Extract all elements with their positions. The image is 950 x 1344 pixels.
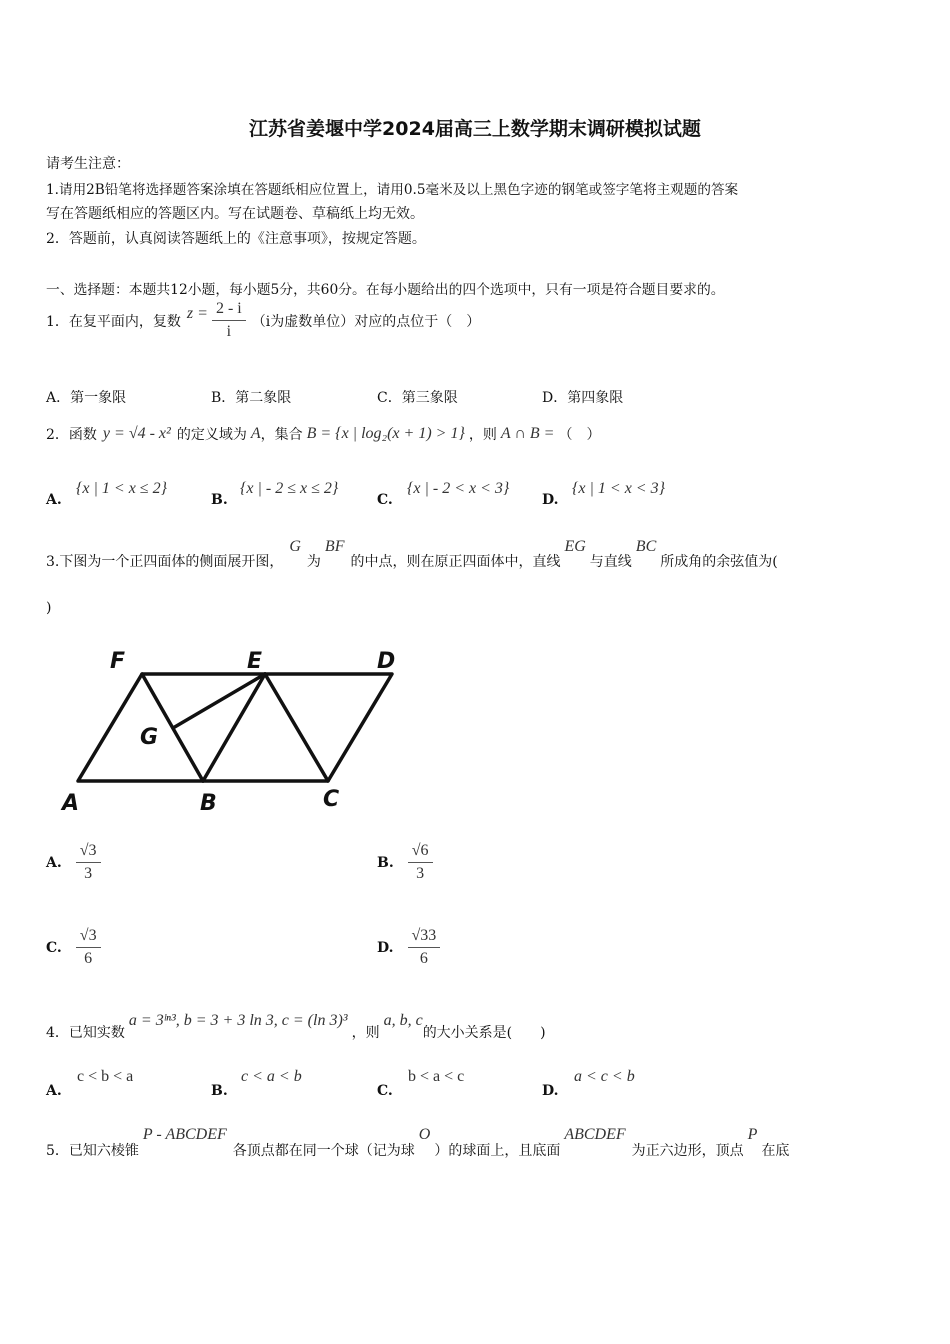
- q3-mid-3: 与直线: [589, 554, 632, 570]
- q2-option-d-value: {x | 1 < x < 3}: [572, 480, 665, 497]
- question-3: [46, 538, 778, 571]
- q3-option-b: [377, 842, 433, 883]
- q3-prefix: 3.下图为一个正四面体的侧面展开图，: [46, 554, 284, 570]
- q2-option-b-label: B.: [211, 492, 228, 508]
- q3-option-c-label: C.: [46, 939, 62, 956]
- q4-option-a-label: A.: [46, 1083, 62, 1099]
- q3-option-d: [377, 927, 440, 968]
- q2-option-c-value: {x | - 2 < x < 3}: [407, 480, 510, 497]
- label-e: E: [247, 649, 263, 674]
- q3-option-d-num: √33: [408, 927, 441, 948]
- q3-option-b-label: B.: [377, 854, 394, 871]
- q4-option-b-value: c < a < b: [241, 1068, 302, 1085]
- q2-set-b: B = {x | log₂(x + 1) > 1}: [306, 425, 465, 442]
- notice-line-3: 2．答题前，认真阅读答题纸上的《注意事项》，按规定答题。: [46, 231, 426, 247]
- q1-denominator: i: [226, 323, 232, 340]
- q4-suffix: 的大小关系是( ): [422, 1025, 546, 1041]
- q2-prefix: 2．函数: [46, 427, 97, 443]
- net-lines: [78, 674, 392, 781]
- q2-mid-3: ，则: [468, 427, 497, 443]
- q4-option-d-label: D.: [542, 1083, 559, 1099]
- q4-option-a-value: c < b < a: [77, 1068, 134, 1085]
- label-a: A: [62, 791, 80, 816]
- q3-mid-1: 为: [306, 554, 321, 570]
- q3-option-a-den: 3: [84, 865, 93, 882]
- label-c: C: [323, 787, 340, 812]
- q5-pyramid: P - ABCDEF: [142, 1126, 227, 1143]
- q3-option-c-fraction: [76, 927, 101, 968]
- q5-suffix: 在底: [761, 1143, 790, 1159]
- q3-mid-4: 所成角的余弦值为(: [660, 554, 778, 570]
- q4-option-c-value: b < a < c: [408, 1068, 465, 1085]
- q2-mid-2: ，集合: [260, 427, 303, 443]
- q1-numerator: 2 - i: [212, 300, 246, 321]
- section-heading: 一、选择题：本题共12小题，每小题5分，共60分。在每小题给出的四个选项中，只有一项是符合题目要求的。: [46, 282, 725, 298]
- q4-expression: a = 3ˡⁿ³, b = 3 + 3 ln 3, c = (ln 3)³: [128, 1012, 348, 1029]
- q3-option-d-label: D.: [377, 939, 394, 956]
- q2-intersection: A ∩ B =: [500, 425, 555, 442]
- q5-mid-1: 各顶点都在同一个球（记为球: [232, 1143, 415, 1159]
- notice-heading: 请考生注意：: [46, 156, 130, 172]
- q2-option-b-value: {x | - 2 ≤ x ≤ 2}: [240, 480, 339, 497]
- q3-option-a-fraction: [76, 842, 101, 883]
- q4-option-c-label: C.: [377, 1083, 393, 1099]
- q2-function: y = √4 - x²: [102, 425, 171, 442]
- q2-option-c-label: C.: [377, 492, 393, 508]
- q3-option-b-den: 3: [416, 865, 425, 882]
- q2-option-a-value: {x | 1 < x ≤ 2}: [76, 480, 167, 497]
- q4-option-b-label: B.: [211, 1083, 228, 1099]
- q3-line-bc: BC: [635, 538, 657, 555]
- q3-figure: [55, 640, 415, 820]
- q1-option-a: A．第一象限: [46, 390, 127, 406]
- label-f: F: [110, 649, 126, 674]
- q3-point-g: G: [289, 538, 301, 555]
- question-2: [46, 424, 600, 444]
- question-1: [46, 300, 480, 341]
- q3-option-d-fraction: [408, 927, 441, 968]
- q2-suffix: （ ）: [558, 427, 601, 443]
- q1-fraction: [212, 300, 246, 341]
- edge-be: [203, 674, 265, 781]
- q1-option-b: B．第二象限: [211, 390, 292, 406]
- notice-line-1: 1.请用2B铅笔将选择题答案涂填在答题纸相应位置上，请用0.5毫米及以上黑色字迹的钢笔或签字笔将主观题的答案: [46, 182, 739, 198]
- q3-segment-bf: BF: [324, 538, 345, 555]
- label-g: G: [140, 725, 159, 750]
- q2-option-a-label: A.: [46, 492, 62, 508]
- notice-line-2: 写在答题纸相应的答题区内。写在试题卷、草稿纸上均无效。: [46, 206, 424, 222]
- q2-set-a: A: [250, 425, 261, 442]
- q3-option-a: [46, 842, 101, 883]
- q5-vertex-p: P: [747, 1126, 758, 1143]
- q1-option-d: D．第四象限: [542, 390, 624, 406]
- q4-prefix: 4．已知实数: [46, 1025, 125, 1041]
- q2-mid-1: 的定义域为: [176, 427, 247, 443]
- q4-vars: a, b, c: [383, 1012, 423, 1029]
- q5-mid-2: ）的球面上，且底面: [434, 1143, 561, 1159]
- q3-option-d-den: 6: [419, 950, 428, 967]
- q5-sphere-o: O: [418, 1126, 431, 1143]
- q4-mid: ，则: [351, 1025, 380, 1041]
- q1-suffix: （i为虚数单位）对应的点位于（ ）: [251, 313, 481, 330]
- q1-z-eq: z =: [186, 304, 208, 322]
- q2-option-d-label: D.: [542, 492, 559, 508]
- q3-option-b-fraction: [408, 842, 433, 883]
- label-b: B: [200, 791, 217, 816]
- q1-prefix: 1．在复平面内，复数: [46, 313, 181, 330]
- q3-option-a-label: A.: [46, 854, 62, 871]
- question-4: [46, 1012, 546, 1042]
- label-d: D: [377, 649, 396, 674]
- q5-base: ABCDEF: [564, 1126, 626, 1143]
- q5-mid-3: 为正六边形，顶点: [631, 1143, 744, 1159]
- edge-ec: [265, 674, 328, 781]
- page-title: 江苏省姜堰中学2024届高三上数学期末调研模拟试题: [249, 118, 701, 140]
- q4-option-d-value: a < c < b: [574, 1068, 635, 1085]
- q1-option-c: C．第三象限: [377, 390, 458, 406]
- q3-line-eg: EG: [564, 538, 586, 555]
- q3-option-a-num: √3: [76, 842, 101, 863]
- q3-mid-2: 的中点，则在原正四面体中，直线: [350, 554, 561, 570]
- q3-line-2: ): [46, 600, 52, 616]
- question-5: [46, 1126, 789, 1160]
- q3-option-b-num: √6: [408, 842, 433, 863]
- q5-prefix: 5．已知六棱锥: [46, 1143, 139, 1159]
- q3-option-c: [46, 927, 101, 968]
- q3-option-c-num: √3: [76, 927, 101, 948]
- q3-option-c-den: 6: [84, 950, 93, 967]
